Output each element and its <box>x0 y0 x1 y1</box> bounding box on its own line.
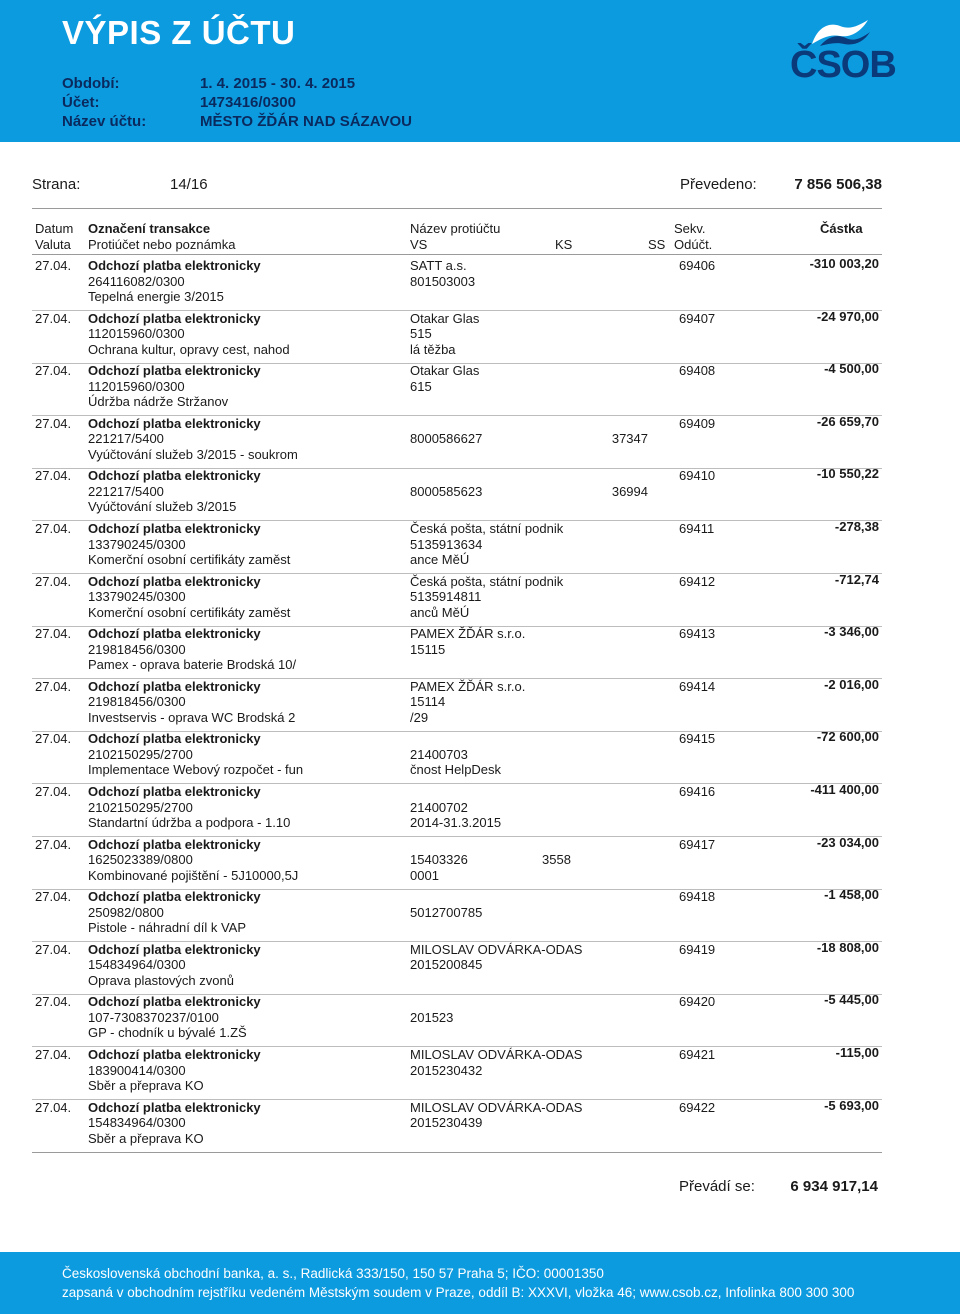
row-date: 27.04. <box>35 678 72 694</box>
row-ss: 36994 <box>611 483 648 499</box>
col-sekv-label: Sekv. <box>674 221 706 236</box>
row-type: Odchozí platba elektronicky <box>88 678 261 694</box>
row-type: Odchozí platba elektronicky <box>88 573 261 589</box>
row-date: 27.04. <box>35 310 72 326</box>
row-date: 27.04. <box>35 1047 72 1062</box>
row-note: Sběr a přeprava KO <box>88 1078 204 1093</box>
row-sequence: 69411 <box>679 521 715 536</box>
row-sequence: 69408 <box>679 363 716 379</box>
row-amount: -1 458,00 <box>824 887 879 903</box>
row-note: Komerční osobní certifikáty zaměst <box>88 552 291 567</box>
row-date: 27.04. <box>35 731 72 747</box>
row-sequence: 69406 <box>679 258 716 273</box>
account-name-value: MĚSTO ŽĎÁR NAD SÁZAVOU <box>200 113 412 130</box>
row-sequence: 69412 <box>679 573 716 589</box>
row-date: 27.04. <box>35 1099 72 1115</box>
row-account: 154834964/0300 <box>88 957 186 973</box>
row-date: 27.04. <box>35 521 72 536</box>
row-date: 27.04. <box>35 626 72 642</box>
row-counterparty: Česká pošta, státní podnik <box>410 521 564 536</box>
row-note: Vyúčtování služeb 3/2015 - soukrom <box>88 446 298 462</box>
row-account: 264116082/0300 <box>88 273 185 289</box>
row-type: Odchozí platba elektronicky <box>88 941 261 957</box>
row-sequence: 69421 <box>679 1047 716 1062</box>
row-counterparty: MILOSLAV ODVÁRKA-ODAS <box>410 1047 583 1062</box>
row-sequence: 69409 <box>679 415 716 431</box>
row-amount: -411 400,00 <box>810 782 879 797</box>
row-extra: 0001 <box>410 867 439 883</box>
row-account: 221217/5400 <box>88 483 164 499</box>
row-vs: 2015200845 <box>410 957 483 973</box>
account-label: Účet: <box>62 94 100 111</box>
period-label: Období: <box>62 75 120 92</box>
col-vs-label: VS <box>410 237 428 252</box>
row-account: 133790245/0300 <box>88 536 186 552</box>
row-type: Odchozí platba elektronicky <box>88 468 261 484</box>
row-type: Odchozí platba elektronicky <box>88 1099 261 1115</box>
account-name-row <box>62 112 412 131</box>
statement-title: VÝPIS Z ÚČTU <box>62 14 296 51</box>
row-counterparty: PAMEX ŽĎÁR s.r.o. <box>410 626 526 642</box>
row-type: Odchozí platba elektronicky <box>88 363 261 379</box>
col-sekv <box>674 221 712 253</box>
row-vs: 21400702 <box>410 799 468 815</box>
footer <box>0 1252 960 1314</box>
row-date: 27.04. <box>35 941 72 957</box>
row-vs: 515 <box>410 326 432 342</box>
row-vs: 5135913634 <box>410 536 483 552</box>
row-counterparty: MILOSLAV ODVÁRKA-ODAS <box>410 941 583 957</box>
row-type: Odchozí platba elektronicky <box>88 415 261 431</box>
col-oducet-label: Odúčt. <box>674 237 713 252</box>
row-amount: -278,38 <box>834 519 879 534</box>
footer-line-2: zapsaná v obchodním rejstříku vedeném Městským soudem v Praze, oddíl B: XXXVI, vložka 46; www.csob.cz, Infolinka 800 300 300 <box>62 1285 855 1300</box>
page-label: Strana: <box>32 176 81 193</box>
row-account: 221217/5400 <box>88 431 164 447</box>
row-date: 27.04. <box>35 836 72 852</box>
row-vs: 201523 <box>410 1009 454 1025</box>
row-vs: 2015230432 <box>410 1062 483 1078</box>
row-extra: /29 <box>410 709 429 725</box>
row-sequence: 69416 <box>679 784 716 799</box>
table-row <box>32 1097 882 1153</box>
row-account: 1625023389/0800 <box>88 852 193 868</box>
table-row <box>32 994 882 1047</box>
row-account: 133790245/0300 <box>88 589 186 605</box>
row-sequence: 69413 <box>679 626 716 642</box>
table-row <box>32 676 882 732</box>
row-date: 27.04. <box>35 889 72 905</box>
row-sequence: 69415 <box>679 731 716 747</box>
row-type: Odchozí platba elektronicky <box>88 258 261 273</box>
row-vs: 5135914811 <box>410 589 482 605</box>
table-row <box>32 363 882 416</box>
row-account: 112015960/0300 <box>88 326 185 342</box>
row-amount: -5 445,00 <box>824 992 879 1008</box>
row-account: 219818456/0300 <box>88 641 186 657</box>
row-amount: -5 693,00 <box>824 1097 879 1113</box>
col-counterparty <box>410 221 500 253</box>
table-row <box>32 626 882 679</box>
row-note: Standartní údržba a podpora - 1.10 <box>88 815 291 830</box>
table-row <box>32 521 882 574</box>
row-note: Pistole - náhradní díl k VAP <box>88 920 247 936</box>
row-date: 27.04. <box>35 468 72 484</box>
row-account: 2102150295/2700 <box>88 746 193 762</box>
row-sequence: 69410 <box>679 468 716 484</box>
col-ss-label: SS <box>648 237 666 252</box>
row-type: Odchozí platba elektronicky <box>88 994 261 1010</box>
table-row <box>32 258 882 311</box>
row-vs: 615 <box>410 378 432 394</box>
table-row <box>32 731 882 784</box>
row-extra: 2014-31.3.2015 <box>410 815 502 830</box>
row-note: Implementace Webový rozpočet - fun <box>88 762 304 778</box>
row-vs: 21400703 <box>410 746 468 762</box>
row-type: Odchozí platba elektronicky <box>88 1047 261 1062</box>
row-extra: lá těžba <box>410 341 456 357</box>
row-vs: 15403326 <box>410 852 468 868</box>
row-type: Odchozí platba elektronicky <box>88 521 261 536</box>
col-datum-label: Datum <box>35 221 74 236</box>
row-note: Kombinované pojištění - 5J10000,5J <box>88 867 299 883</box>
table-row <box>32 308 882 364</box>
row-account: 183900414/0300 <box>88 1062 186 1078</box>
row-extra: anců MěÚ <box>410 604 470 620</box>
row-type: Odchozí platba elektronicky <box>88 836 261 852</box>
row-amount: -115,00 <box>835 1045 879 1060</box>
row-sequence: 69417 <box>679 836 716 852</box>
account-value: 1473416/0300 <box>200 94 296 111</box>
col-ks-label: KS <box>555 237 573 252</box>
row-note: Investservis - oprava WC Brodská 2 <box>88 709 296 725</box>
row-vs: 2015230439 <box>410 1115 483 1131</box>
row-sequence: 69420 <box>679 994 716 1010</box>
row-note: Pamex - oprava baterie Brodská 10/ <box>88 657 297 673</box>
col-nazev-label: Název protiúčtu <box>410 221 501 236</box>
row-sequence: 69418 <box>679 889 716 905</box>
row-date: 27.04. <box>35 784 72 799</box>
csob-logo <box>790 16 896 86</box>
row-vs: 5012700785 <box>410 904 483 920</box>
row-counterparty: Otakar Glas <box>410 363 480 379</box>
divider <box>32 254 882 255</box>
page-value: 14/16 <box>170 176 208 193</box>
row-amount: -23 034,00 <box>816 834 879 850</box>
row-sequence: 69414 <box>679 678 716 694</box>
table-row <box>32 784 882 837</box>
row-vs: 15115 <box>410 641 446 657</box>
row-amount: -2 016,00 <box>824 676 879 692</box>
row-account: 219818456/0300 <box>88 694 186 710</box>
row-note: Ochrana kultur, opravy cest, nahod <box>88 341 290 357</box>
table-row <box>32 834 882 890</box>
row-type: Odchozí platba elektronicky <box>88 626 261 642</box>
row-counterparty: SATT a.s. <box>410 258 467 273</box>
row-amount: -26 659,70 <box>816 413 879 429</box>
account-meta <box>62 74 412 131</box>
row-sequence: 69422 <box>679 1099 716 1115</box>
account-row <box>62 93 412 112</box>
row-account: 112015960/0300 <box>88 378 185 394</box>
row-amount: -310 003,20 <box>809 256 879 271</box>
row-amount: -4 500,00 <box>824 361 879 377</box>
period-row <box>62 74 412 93</box>
row-type: Odchozí platba elektronicky <box>88 310 261 326</box>
row-amount: -72 600,00 <box>816 729 879 745</box>
row-amount: -712,74 <box>834 571 879 587</box>
row-account: 250982/0800 <box>88 904 164 920</box>
row-counterparty: PAMEX ŽĎÁR s.r.o. <box>410 678 526 694</box>
row-note: Tepelná energie 3/2015 <box>88 289 224 304</box>
row-account: 2102150295/2700 <box>88 799 193 815</box>
statement-header <box>0 0 960 142</box>
row-sequence: 69407 <box>679 310 716 326</box>
row-type: Odchozí platba elektronicky <box>88 889 261 905</box>
row-vs: 801503003 <box>410 273 476 289</box>
row-note: Komerční osobní certifikáty zaměst <box>88 604 291 620</box>
table-row <box>32 413 882 469</box>
period-value: 1. 4. 2015 - 30. 4. 2015 <box>200 75 356 92</box>
logo-text: ČSOB <box>790 44 896 86</box>
row-type: Odchozí platba elektronicky <box>88 731 261 747</box>
col-protiucet-label: Protiúčet nebo poznámka <box>88 237 236 252</box>
row-account: 107-7308370237/0100 <box>88 1009 219 1025</box>
row-counterparty: Česká pošta, státní podnik <box>410 573 564 589</box>
divider <box>32 208 882 209</box>
table-row <box>32 571 882 627</box>
row-ks: 3558 <box>542 852 571 868</box>
row-vs: 15114 <box>410 694 446 710</box>
row-note: GP - chodník u bývalé 1.ZŠ <box>88 1025 247 1041</box>
account-name-label: Název účtu: <box>62 113 147 130</box>
row-type: Odchozí platba elektronicky <box>88 784 261 799</box>
row-amount: -18 808,00 <box>816 939 879 955</box>
row-extra: ance MěÚ <box>410 552 470 567</box>
col-datum <box>35 221 73 253</box>
row-note: Údržba nádrže Stržanov <box>88 394 229 410</box>
col-oznaceni-label: Označení transakce <box>88 221 211 236</box>
col-valuta-label: Valuta <box>35 237 71 252</box>
row-sequence: 69419 <box>679 941 716 957</box>
row-counterparty: MILOSLAV ODVÁRKA-ODAS <box>410 1099 583 1115</box>
row-ss: 37347 <box>611 431 648 447</box>
row-amount: -10 550,22 <box>816 466 879 482</box>
carried-forward-label: Převedeno: <box>680 176 757 193</box>
row-amount: -24 970,00 <box>816 308 879 324</box>
transfer-label: Převádí se: <box>679 1178 755 1195</box>
footer-line-1: Československá obchodní banka, a. s., Radlická 333/150, 150 57 Praha 5; IČO: 00001350 <box>62 1266 604 1281</box>
row-vs: 8000586627 <box>410 431 483 447</box>
row-amount: -3 346,00 <box>824 624 879 640</box>
carried-forward-value: 7 856 506,38 <box>794 176 882 193</box>
row-extra: čnost HelpDesk <box>410 762 502 778</box>
col-castka-label: Částka <box>820 221 863 236</box>
row-account: 154834964/0300 <box>88 1115 186 1131</box>
table-row <box>32 468 882 521</box>
row-date: 27.04. <box>35 258 72 273</box>
row-note: Vyúčtování služeb 3/2015 <box>88 499 237 515</box>
row-note: Oprava plastových zvonů <box>88 972 234 988</box>
row-divider <box>32 1152 882 1153</box>
row-date: 27.04. <box>35 994 72 1010</box>
row-vs: 8000585623 <box>410 483 483 499</box>
table-row <box>32 1047 882 1100</box>
transfer-value: 6 934 917,14 <box>790 1178 878 1195</box>
row-date: 27.04. <box>35 363 72 379</box>
row-counterparty: Otakar Glas <box>410 310 480 326</box>
table-row <box>32 889 882 942</box>
row-note: Sběr a přeprava KO <box>88 1130 204 1146</box>
table-row <box>32 939 882 995</box>
row-date: 27.04. <box>35 415 72 431</box>
col-transaction <box>88 221 235 253</box>
row-date: 27.04. <box>35 573 72 589</box>
